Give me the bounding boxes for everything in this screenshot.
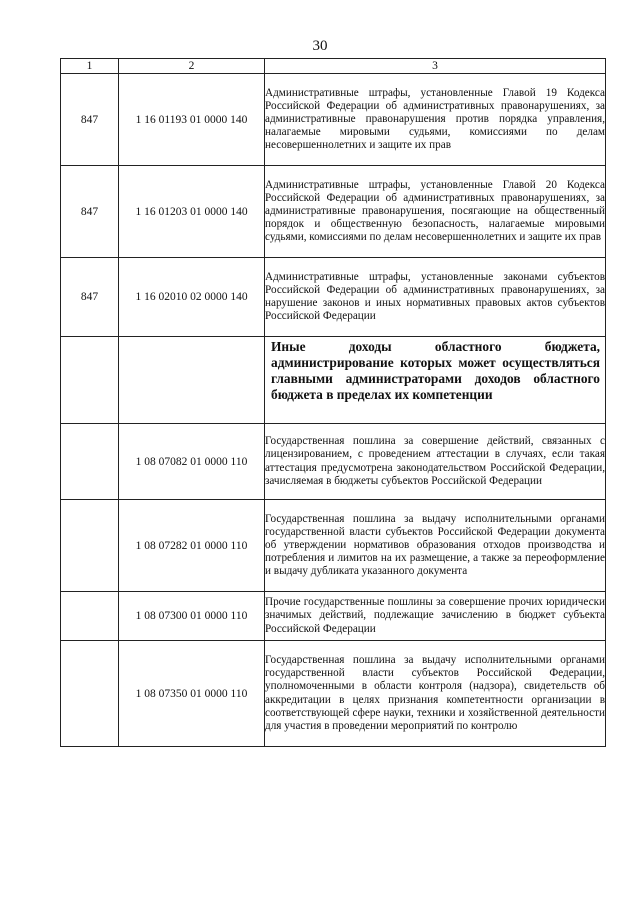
revenue-code-cell: 1 16 01203 01 0000 140	[119, 166, 265, 258]
table-row	[61, 166, 606, 258]
column-header-3: 3	[265, 59, 606, 74]
description-cell: Государственная пошлина за выдачу исполнительными органами государственной власти субъектов Российской Федерации документа об утверждении нормативов образования отходов производства и потребления и лимитов на их размещение, а также за переоформление и выдачу дубликата указанного документа	[265, 500, 606, 592]
revenue-code-cell: 1 08 07282 01 0000 110	[119, 500, 265, 592]
description-cell: Административные штрафы, установленные Главой 20 Кодекса Российской Федерации об административных правонарушениях, за административные правонарушения, посягающие на общественный порядок и общественную безопасность, налагаемые мировыми судьями, комиссиями по делам несовершеннолетних и защите их прав	[265, 166, 606, 258]
section-heading-row	[61, 337, 606, 424]
revenue-code-cell: 1 16 01193 01 0000 140	[119, 74, 265, 166]
description-cell: Административные штрафы, установленные Главой 19 Кодекса Российской Федерации об административных правонарушениях, за административные правонарушения против порядка управления, налагаемые мировыми судьями, комиссиями по делам несовершеннолетних и защите их прав	[265, 74, 606, 166]
table-row	[61, 74, 606, 166]
revenue-codes-table	[60, 58, 606, 747]
column-header-1: 1	[61, 59, 119, 74]
table-row	[61, 500, 606, 592]
table-row	[61, 424, 606, 500]
header-row	[61, 59, 606, 74]
revenue-code-cell: 1 08 07082 01 0000 110	[119, 424, 265, 500]
admin-code-cell: 847	[61, 166, 119, 258]
revenue-code-cell	[119, 337, 265, 424]
table-row	[61, 641, 606, 747]
page-number: 30	[312, 38, 328, 54]
description-cell: Административные штрафы, установленные законами субъектов Российской Федерации об административных правонарушениях, за нарушение законов и иных нормативных правовых актов субъектов Российской Федерации	[265, 258, 606, 337]
section-heading-cell: Иные доходы областного бюджета, администрирование которых может осуществляться главными администраторами доходов областного бюджета в пределах их компетенции	[265, 337, 606, 424]
description-cell: Государственная пошлина за выдачу исполнительными органами государственной власти субъектов Российской Федерации, уполномоченными в области контроля (надзора), свидетельств об аккредитации в целях признания компетентности организации в соответствующей сфере науки, техники и хозяйственной деятельности для участия в проведении мероприятий по контролю	[265, 641, 606, 747]
admin-code-cell	[61, 500, 119, 592]
table-row	[61, 592, 606, 641]
admin-code-cell	[61, 592, 119, 641]
revenue-code-cell: 1 08 07350 01 0000 110	[119, 641, 265, 747]
column-header-2: 2	[119, 59, 265, 74]
admin-code-cell: 847	[61, 74, 119, 166]
description-cell: Прочие государственные пошлины за совершение прочих юридически значимых действий, подлежащие зачислению в бюджет субъекта Российской Федерации	[265, 592, 606, 641]
admin-code-cell: 847	[61, 258, 119, 337]
admin-code-cell	[61, 424, 119, 500]
table-row	[61, 258, 606, 337]
admin-code-cell	[61, 641, 119, 747]
revenue-code-cell: 1 16 02010 02 0000 140	[119, 258, 265, 337]
admin-code-cell	[61, 337, 119, 424]
revenue-code-cell: 1 08 07300 01 0000 110	[119, 592, 265, 641]
description-cell: Государственная пошлина за совершение действий, связанных с лицензированием, с проведением аттестации в случаях, если такая аттестация предусмотрена законодательством Российской Федерации, зачисляемая в бюджеты субъектов Российской Федерации	[265, 424, 606, 500]
